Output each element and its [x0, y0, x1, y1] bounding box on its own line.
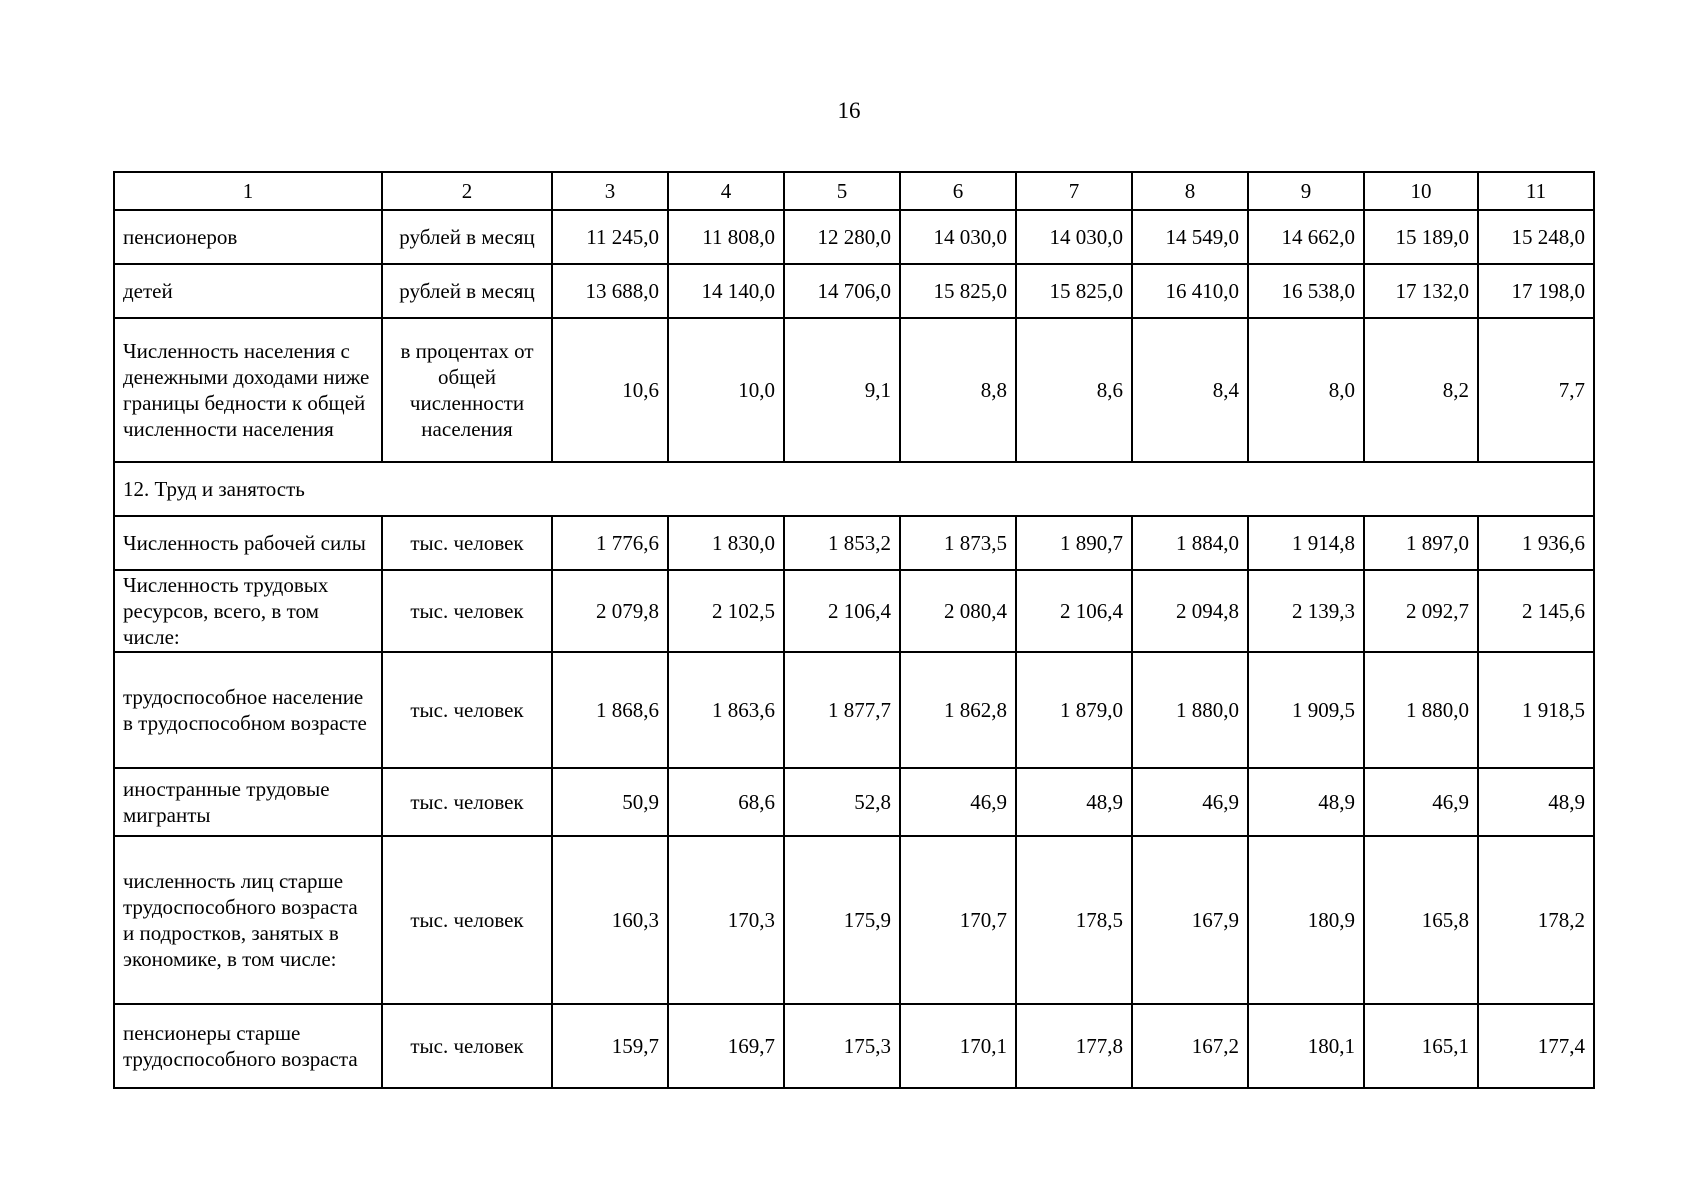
value-cell: 177,4	[1478, 1004, 1594, 1088]
value-cell: 167,9	[1132, 836, 1248, 1004]
value-cell: 14 662,0	[1248, 210, 1364, 264]
value-cell: 17 132,0	[1364, 264, 1478, 318]
row-label: пенсионеры старше трудоспособного возраста	[114, 1004, 382, 1088]
value-cell: 2 106,4	[1016, 570, 1132, 652]
column-header: 8	[1132, 172, 1248, 210]
value-cell: 46,9	[900, 768, 1016, 836]
value-cell: 169,7	[668, 1004, 784, 1088]
value-cell: 8,8	[900, 318, 1016, 462]
value-cell: 1 890,7	[1016, 516, 1132, 570]
value-cell: 50,9	[552, 768, 668, 836]
value-cell: 170,1	[900, 1004, 1016, 1088]
value-cell: 1 853,2	[784, 516, 900, 570]
value-cell: 1 936,6	[1478, 516, 1594, 570]
column-header: 7	[1016, 172, 1132, 210]
unit-cell: рублей в месяц	[382, 210, 552, 264]
value-cell: 1 879,0	[1016, 652, 1132, 768]
row-label: иностранные трудовые мигранты	[114, 768, 382, 836]
unit-cell: тыс. человек	[382, 570, 552, 652]
column-header: 11	[1478, 172, 1594, 210]
value-cell: 1 897,0	[1364, 516, 1478, 570]
value-cell: 17 198,0	[1478, 264, 1594, 318]
value-cell: 1 862,8	[900, 652, 1016, 768]
value-cell: 178,2	[1478, 836, 1594, 1004]
table-row	[114, 318, 1594, 462]
column-header: 9	[1248, 172, 1364, 210]
value-cell: 14 030,0	[900, 210, 1016, 264]
column-header: 3	[552, 172, 668, 210]
column-header: 1	[114, 172, 382, 210]
unit-cell: тыс. человек	[382, 652, 552, 768]
value-cell: 159,7	[552, 1004, 668, 1088]
value-cell: 175,3	[784, 1004, 900, 1088]
row-label: трудоспособное население в трудоспособном возрасте	[114, 652, 382, 768]
row-label: численность лиц старше трудоспособного возраста и подростков, занятых в экономике, в том числе:	[114, 836, 382, 1004]
value-cell: 8,6	[1016, 318, 1132, 462]
value-cell: 48,9	[1478, 768, 1594, 836]
value-cell: 2 094,8	[1132, 570, 1248, 652]
unit-cell: тыс. человек	[382, 768, 552, 836]
value-cell: 2 079,8	[552, 570, 668, 652]
table-row	[114, 1004, 1594, 1088]
table-row	[114, 516, 1594, 570]
value-cell: 1 880,0	[1132, 652, 1248, 768]
value-cell: 9,1	[784, 318, 900, 462]
column-header: 5	[784, 172, 900, 210]
value-cell: 14 140,0	[668, 264, 784, 318]
row-label: Численность трудовых ресурсов, всего, в том числе:	[114, 570, 382, 652]
value-cell: 177,8	[1016, 1004, 1132, 1088]
value-cell: 165,8	[1364, 836, 1478, 1004]
table-row	[114, 768, 1594, 836]
value-cell: 2 102,5	[668, 570, 784, 652]
value-cell: 170,7	[900, 836, 1016, 1004]
value-cell: 8,0	[1248, 318, 1364, 462]
value-cell: 1 884,0	[1132, 516, 1248, 570]
unit-cell: тыс. человек	[382, 836, 552, 1004]
value-cell: 14 030,0	[1016, 210, 1132, 264]
value-cell: 68,6	[668, 768, 784, 836]
value-cell: 1 918,5	[1478, 652, 1594, 768]
value-cell: 8,2	[1364, 318, 1478, 462]
value-cell: 1 909,5	[1248, 652, 1364, 768]
value-cell: 7,7	[1478, 318, 1594, 462]
table-row	[114, 652, 1594, 768]
row-label: Численность рабочей силы	[114, 516, 382, 570]
header-row	[114, 172, 1594, 210]
section-heading: 12. Труд и занятость	[114, 462, 1594, 516]
value-cell: 11 245,0	[552, 210, 668, 264]
row-label: детей	[114, 264, 382, 318]
value-cell: 48,9	[1016, 768, 1132, 836]
value-cell: 1 863,6	[668, 652, 784, 768]
value-cell: 1 776,6	[552, 516, 668, 570]
value-cell: 2 139,3	[1248, 570, 1364, 652]
value-cell: 2 080,4	[900, 570, 1016, 652]
unit-cell: рублей в месяц	[382, 264, 552, 318]
table-body	[114, 172, 1594, 1088]
value-cell: 15 825,0	[1016, 264, 1132, 318]
value-cell: 167,2	[1132, 1004, 1248, 1088]
value-cell: 180,9	[1248, 836, 1364, 1004]
table-row	[114, 570, 1594, 652]
value-cell: 48,9	[1248, 768, 1364, 836]
value-cell: 2 106,4	[784, 570, 900, 652]
unit-cell: тыс. человек	[382, 1004, 552, 1088]
column-header: 2	[382, 172, 552, 210]
value-cell: 160,3	[552, 836, 668, 1004]
value-cell: 1 873,5	[900, 516, 1016, 570]
value-cell: 175,9	[784, 836, 900, 1004]
value-cell: 14 706,0	[784, 264, 900, 318]
column-header: 10	[1364, 172, 1478, 210]
value-cell: 16 410,0	[1132, 264, 1248, 318]
value-cell: 15 189,0	[1364, 210, 1478, 264]
row-label: Численность населения с денежными доходами ниже границы бедности к общей численности населения	[114, 318, 382, 462]
value-cell: 165,1	[1364, 1004, 1478, 1088]
value-cell: 10,6	[552, 318, 668, 462]
value-cell: 1 868,6	[552, 652, 668, 768]
column-header: 4	[668, 172, 784, 210]
value-cell: 2 092,7	[1364, 570, 1478, 652]
section-row	[114, 462, 1594, 516]
data-table	[113, 171, 1595, 1089]
value-cell: 10,0	[668, 318, 784, 462]
table-row	[114, 264, 1594, 318]
value-cell: 15 825,0	[900, 264, 1016, 318]
value-cell: 1 914,8	[1248, 516, 1364, 570]
value-cell: 1 877,7	[784, 652, 900, 768]
value-cell: 178,5	[1016, 836, 1132, 1004]
value-cell: 1 880,0	[1364, 652, 1478, 768]
value-cell: 11 808,0	[668, 210, 784, 264]
table-row	[114, 836, 1594, 1004]
value-cell: 1 830,0	[668, 516, 784, 570]
value-cell: 46,9	[1364, 768, 1478, 836]
value-cell: 8,4	[1132, 318, 1248, 462]
value-cell: 14 549,0	[1132, 210, 1248, 264]
value-cell: 180,1	[1248, 1004, 1364, 1088]
value-cell: 15 248,0	[1478, 210, 1594, 264]
page-number: 16	[837, 98, 861, 123]
value-cell: 2 145,6	[1478, 570, 1594, 652]
value-cell: 13 688,0	[552, 264, 668, 318]
value-cell: 12 280,0	[784, 210, 900, 264]
table-row	[114, 210, 1594, 264]
value-cell: 170,3	[668, 836, 784, 1004]
value-cell: 16 538,0	[1248, 264, 1364, 318]
unit-cell: в процентах от общей численности населения	[382, 318, 552, 462]
value-cell: 52,8	[784, 768, 900, 836]
unit-cell: тыс. человек	[382, 516, 552, 570]
column-header: 6	[900, 172, 1016, 210]
value-cell: 46,9	[1132, 768, 1248, 836]
row-label: пенсионеров	[114, 210, 382, 264]
